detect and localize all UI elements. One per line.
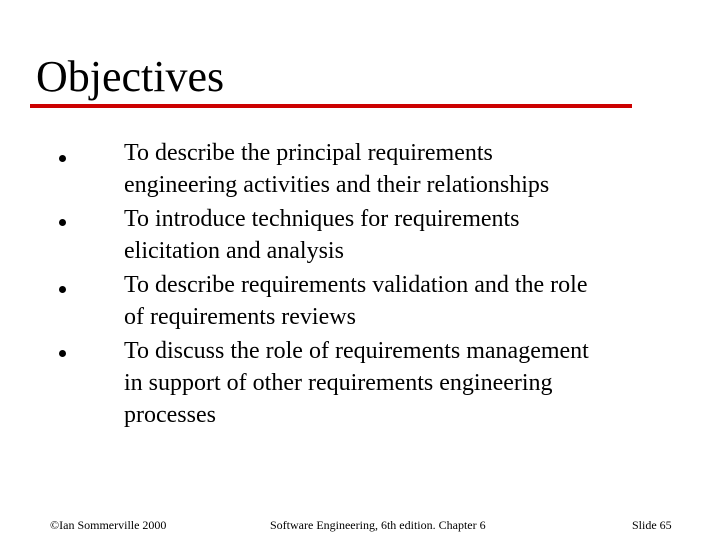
bullet-text: To discuss the role of requirements management in support of other requirements engineering processes [124,338,589,428]
bullet-text: To describe requirements validation and the role of requirements reviews [124,272,588,330]
title-underline [30,104,632,108]
bullet-dot-icon [59,155,66,162]
slide-title: Objectives [36,52,225,101]
footer-book-title: Software Engineering, 6th edition. Chapter 6 [270,518,486,532]
bullet-dot-icon [59,219,66,226]
footer-slide-number: Slide 65 [632,518,672,532]
footer-copyright: ©Ian Sommerville 2000 [50,518,167,532]
bullet-dot-icon [59,286,66,293]
bullet-text: To describe the principal requirements engineering activities and their relationships [124,140,550,198]
bullet-text: To introduce techniques for requirements elicitation and analysis [124,206,520,264]
bullet-dot-icon [59,350,66,357]
